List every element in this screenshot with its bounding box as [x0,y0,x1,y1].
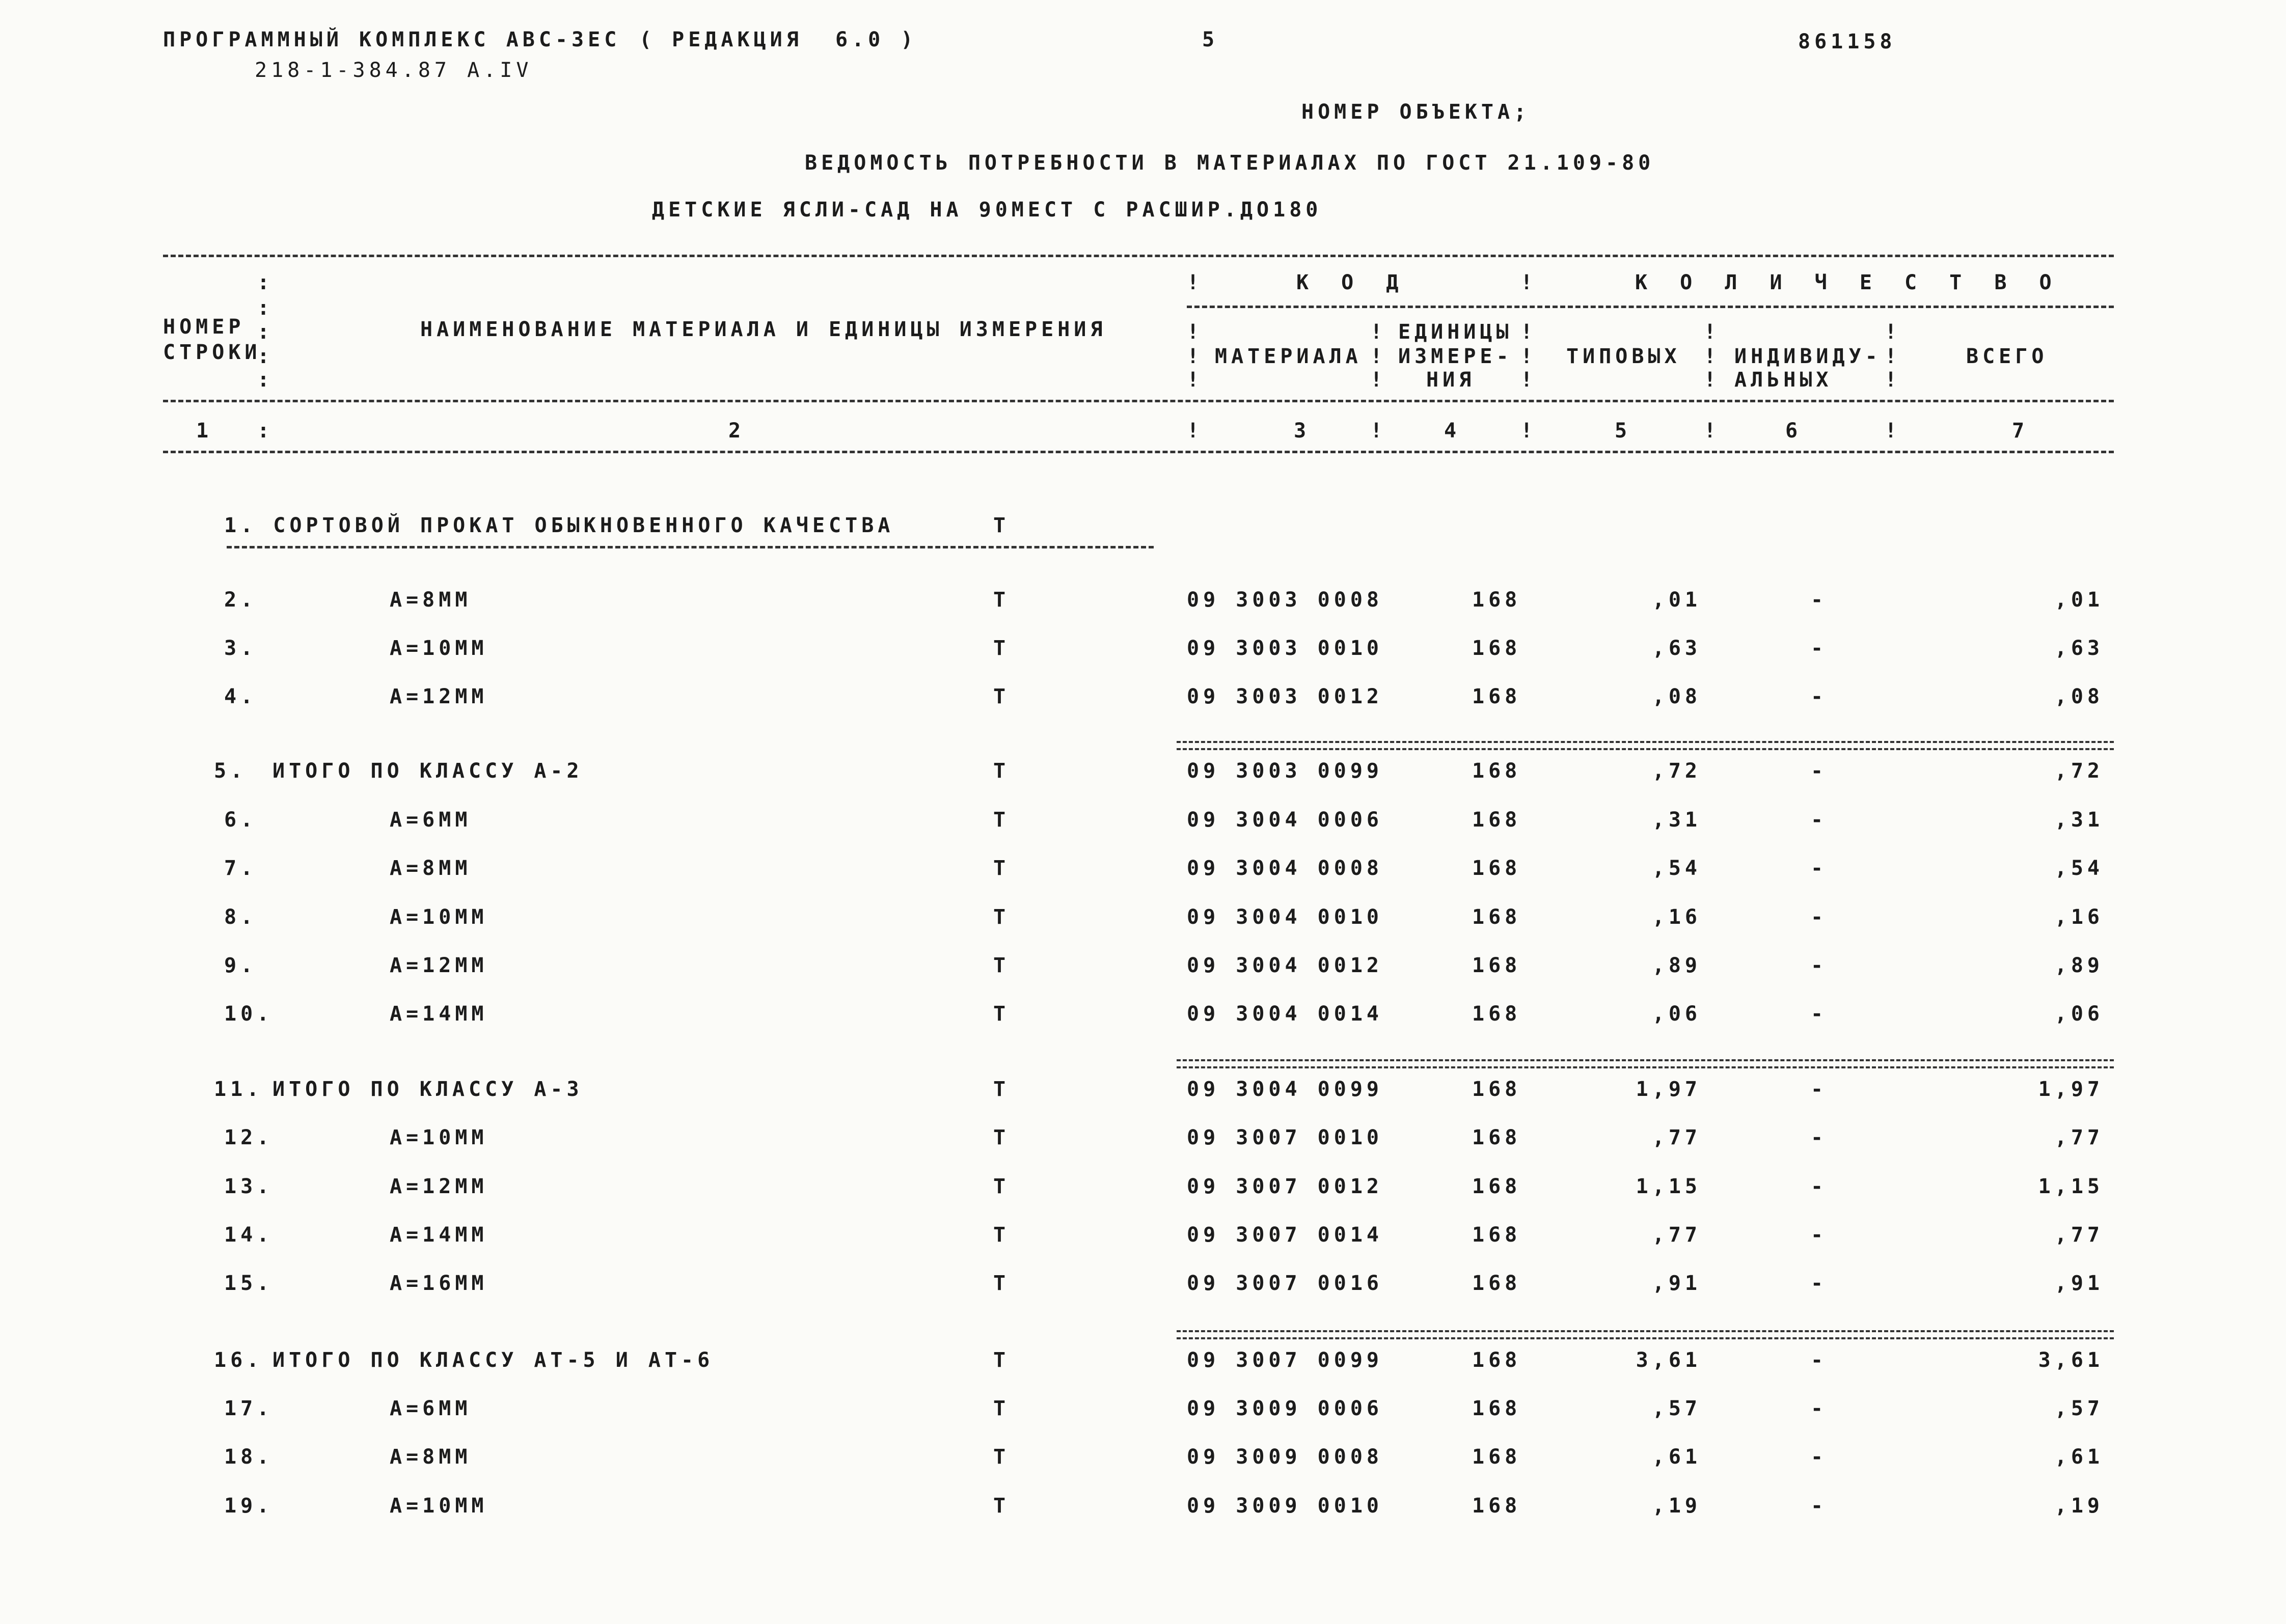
material-code: 09 3003 0012 [1187,685,1383,708]
unit-mark: Т [993,685,1010,708]
header-rule-top [163,255,2114,257]
col-qty-group: К О Л И Ч Е С Т В О [1635,271,2062,294]
unit-mark: Т [993,1348,1010,1372]
row-number: 4. [224,685,257,708]
column-separator-mark: ! [1370,419,1383,443]
material-name: А=8ММ [390,857,472,880]
qty-typical: 3,61 [1636,1348,1701,1372]
qty-total: ,61 [2054,1445,2104,1469]
qty-total: 1,97 [2038,1078,2104,1101]
total-separator-a2 [1177,741,2114,750]
doc-code: 861158 [1798,30,1896,53]
column-separator-mark: : [257,368,270,392]
material-code: 09 3004 0010 [1187,905,1383,929]
column-separator-mark: ! [1704,320,1717,344]
unit-code: 168 [1472,1002,1521,1026]
qty-typical: ,31 [1652,808,1701,832]
unit-code: 168 [1472,954,1521,977]
header-rule-mid [1187,306,2114,308]
unit-mark: Т [993,1078,1010,1101]
row-number: 18. [224,1445,274,1469]
column-separator-mark: : [257,271,270,294]
qty-individual: - [1811,1175,1828,1198]
qty-typical: ,57 [1652,1397,1701,1420]
qty-typical: ,77 [1652,1126,1701,1149]
unit-code: 168 [1472,1397,1521,1420]
qty-total: ,57 [2054,1397,2104,1420]
qty-total: ,91 [2054,1272,2104,1295]
material-name: А=14ММ [390,1223,488,1247]
col-row-no-2: СТРОКИ [163,341,261,364]
unit-code: 168 [1472,857,1521,880]
qty-individual: - [1811,1348,1828,1372]
qty-individual: - [1811,954,1828,977]
row-number: 17. [224,1397,274,1420]
qty-typical: ,72 [1652,759,1701,783]
material-name: А=10ММ [390,1126,488,1149]
unit-mark: Т [993,1175,1010,1198]
row-number: 10. [224,1002,274,1026]
material-name: А=12ММ [390,685,488,708]
unit-code: 168 [1472,1175,1521,1198]
column-separator-mark: ! [1187,320,1200,344]
total-separator-at5 [1177,1330,2114,1339]
project-ref: 218-1-384.87 А.IV [255,59,533,82]
unit-mark: Т [993,1223,1010,1247]
material-code: 09 3004 0008 [1187,857,1383,880]
col-number-2: 2 [728,419,745,443]
qty-individual: - [1811,759,1828,783]
column-separator-mark: ! [1187,345,1200,368]
unit-code: 168 [1472,1445,1521,1469]
qty-total: ,06 [2054,1002,2104,1026]
row-number: 5. [214,759,247,783]
column-separator-mark: ! [1370,320,1383,344]
qty-typical: ,01 [1652,588,1701,612]
material-name: А=10ММ [390,905,488,929]
qty-individual: - [1811,1494,1828,1518]
column-separator-mark: ! [1520,345,1533,368]
unit-mark: Т [993,808,1010,832]
qty-typical: 1,97 [1636,1078,1701,1101]
column-separator-mark: ! [1885,368,1897,392]
unit-code: 168 [1472,1348,1521,1372]
unit-code: 168 [1472,759,1521,783]
qty-total: ,77 [2054,1126,2104,1149]
col-unit-1: ЕДИНИЦЫ [1398,320,1513,344]
column-separator-mark: ! [1520,271,1533,294]
qty-typical: ,19 [1652,1494,1701,1518]
row-number: 9. [224,954,257,977]
column-separator-mark: ! [1187,368,1200,392]
unit-code: 168 [1472,685,1521,708]
column-separator-mark: ! [1885,419,1897,443]
col-number-5: 5 [1615,419,1631,443]
column-separator-mark: : [257,296,270,320]
qty-individual: - [1811,588,1828,612]
qty-typical: ,61 [1652,1445,1701,1469]
material-name: А=14ММ [390,1002,488,1026]
qty-total: ,01 [2054,588,2104,612]
column-separator-mark: ! [1520,368,1533,392]
section-underline [227,546,1154,548]
qty-total: ,77 [2054,1223,2104,1247]
qty-individual: - [1811,1223,1828,1247]
material-name: А=6ММ [390,808,472,832]
column-separator-mark: ! [1885,345,1897,368]
report-title: ВЕДОМОСТЬ ПОТРЕБНОСТИ В МАТЕРИАЛАХ ПО ГОСТ 21.109-80 [805,151,1655,175]
column-separator-mark: ! [1187,271,1200,294]
page-number: 5 [1202,28,1219,51]
object-number: НОМЕР ОБЪЕКТА; [1301,100,1531,124]
qty-total: ,72 [2054,759,2104,783]
material-name: ИТОГО ПО КЛАССУ АТ-5 И АТ-6 [273,1348,714,1372]
unit-code: 168 [1472,1126,1521,1149]
edition: ( РЕДАКЦИЯ 6.0 ) [639,28,917,51]
unit-code: 168 [1472,808,1521,832]
material-code: 09 3004 0012 [1187,954,1383,977]
material-name: А=16ММ [390,1272,488,1295]
qty-individual: - [1811,905,1828,929]
row-number: 14. [224,1223,274,1247]
row-number: 3. [224,637,257,660]
col-number-1: 1 [196,419,213,443]
unit-code: 168 [1472,1223,1521,1247]
column-separator-mark: : [257,419,270,443]
qty-individual: - [1811,857,1828,880]
column-separator-mark: ! [1885,320,1897,344]
row-number: 16. [214,1348,263,1372]
row-number: 13. [224,1175,274,1198]
material-name: А=10ММ [390,1494,488,1518]
qty-total: 3,61 [2038,1348,2104,1372]
unit-mark: Т [993,1002,1010,1026]
qty-typical: ,06 [1652,1002,1701,1026]
qty-individual: - [1811,637,1828,660]
unit-mark: Т [993,1126,1010,1149]
qty-individual: - [1811,1078,1828,1101]
material-code: 09 3004 0014 [1187,1002,1383,1026]
unit-mark: Т [993,954,1010,977]
col-number-4: 4 [1444,419,1461,443]
unit-mark: Т [993,588,1010,612]
qty-typical: ,77 [1652,1223,1701,1247]
col-row-no-1: НОМЕР [163,315,245,339]
qty-typical: ,63 [1652,637,1701,660]
column-separator-mark: ! [1704,368,1717,392]
material-name: ИТОГО ПО КЛАССУ А-2 [273,759,583,783]
material-name: А=6ММ [390,1397,472,1420]
qty-individual: - [1811,808,1828,832]
column-separator-mark: ! [1370,345,1383,368]
column-separator-mark: ! [1520,419,1533,443]
report-subtitle: ДЕТСКИЕ ЯСЛИ-САД НА 90МЕСТ С РАСШИР.ДО180 [652,198,1322,222]
qty-total: 1,15 [2038,1175,2104,1198]
unit-code: 168 [1472,1078,1521,1101]
column-separator-mark: ! [1187,419,1200,443]
qty-total: ,16 [2054,905,2104,929]
section-unit: Т [993,514,1010,537]
col-typical: ТИПОВЫХ [1566,345,1681,368]
col-unit-2: ИЗМЕРЕ- [1398,345,1513,368]
unit-mark: Т [993,1397,1010,1420]
col-unit-3: НИЯ [1426,368,1476,392]
qty-total: ,31 [2054,808,2104,832]
qty-typical: ,54 [1652,857,1701,880]
material-code: 09 3003 0008 [1187,588,1383,612]
material-name: А=10ММ [390,637,488,660]
unit-code: 168 [1472,637,1521,660]
unit-mark: Т [993,1494,1010,1518]
row-number: 19. [224,1494,274,1518]
column-separator-mark: ! [1704,345,1717,368]
col-code-group: К О Д [1296,271,1409,294]
header-rule-bottom [163,400,2114,402]
material-code: 09 3007 0010 [1187,1126,1383,1149]
col-indiv-1: ИНДИВИДУ- [1734,345,1882,368]
unit-mark: Т [993,1445,1010,1469]
row-number: 7. [224,857,257,880]
column-separator-mark: ! [1704,419,1717,443]
qty-individual: - [1811,1002,1828,1026]
column-separator-mark: ! [1370,368,1383,392]
col-number-7: 7 [2012,419,2029,443]
qty-typical: 1,15 [1636,1175,1701,1198]
qty-total: ,63 [2054,637,2104,660]
material-name: А=12ММ [390,954,488,977]
material-name: А=8ММ [390,1445,472,1469]
qty-individual: - [1811,1397,1828,1420]
material-code: 09 3007 0099 [1187,1348,1383,1372]
material-code: 09 3004 0006 [1187,808,1383,832]
col-total: ВСЕГО [1966,345,2048,368]
unit-code: 168 [1472,1494,1521,1518]
unit-code: 168 [1472,588,1521,612]
col-material: МАТЕРИАЛА [1215,345,1362,368]
section-heading: 1. СОРТОВОЙ ПРОКАТ ОБЫКНОВЕННОГО КАЧЕСТВА [224,514,894,537]
col-number-6: 6 [1785,419,1802,443]
qty-typical: ,16 [1652,905,1701,929]
unit-code: 168 [1472,905,1521,929]
total-separator-a3 [1177,1059,2114,1068]
material-code: 09 3009 0010 [1187,1494,1383,1518]
unit-mark: Т [993,1272,1010,1295]
qty-total: ,19 [2054,1494,2104,1518]
unit-mark: Т [993,905,1010,929]
col-number-3: 3 [1294,419,1311,443]
material-code: 09 3003 0099 [1187,759,1383,783]
unit-mark: Т [993,637,1010,660]
material-code: 09 3004 0099 [1187,1078,1383,1101]
numbers-rule [163,451,2114,453]
unit-code: 168 [1472,1272,1521,1295]
material-name: А=8ММ [390,588,472,612]
qty-total: ,89 [2054,954,2104,977]
unit-mark: Т [993,759,1010,783]
col-name: НАИМЕНОВАНИЕ МАТЕРИАЛА И ЕДИНИЦЫ ИЗМЕРЕНИЯ [420,318,1107,341]
material-code: 09 3009 0008 [1187,1445,1383,1469]
qty-individual: - [1811,1445,1828,1469]
row-number: 2. [224,588,257,612]
material-name: ИТОГО ПО КЛАССУ А-3 [273,1078,583,1101]
material-name: А=12ММ [390,1175,488,1198]
material-code: 09 3007 0012 [1187,1175,1383,1198]
program-name: ПРОГРАММНЫЙ КОМПЛЕКС АВС-3ЕС [163,28,621,51]
col-indiv-2: АЛЬНЫХ [1734,368,1833,392]
column-separator-mark: ! [1520,320,1533,344]
qty-total: ,08 [2054,685,2104,708]
material-code: 09 3009 0006 [1187,1397,1383,1420]
qty-individual: - [1811,685,1828,708]
material-code: 09 3007 0016 [1187,1272,1383,1295]
row-number: 8. [224,905,257,929]
row-number: 15. [224,1272,274,1295]
qty-total: ,54 [2054,857,2104,880]
material-code: 09 3007 0014 [1187,1223,1383,1247]
row-number: 11. [214,1078,263,1101]
column-separator-mark: : [257,320,270,344]
qty-individual: - [1811,1126,1828,1149]
qty-individual: - [1811,1272,1828,1295]
unit-mark: Т [993,857,1010,880]
qty-typical: ,91 [1652,1272,1701,1295]
row-number: 6. [224,808,257,832]
material-code: 09 3003 0010 [1187,637,1383,660]
row-number: 12. [224,1126,274,1149]
column-separator-mark: : [257,345,270,368]
qty-typical: ,08 [1652,685,1701,708]
qty-typical: ,89 [1652,954,1701,977]
